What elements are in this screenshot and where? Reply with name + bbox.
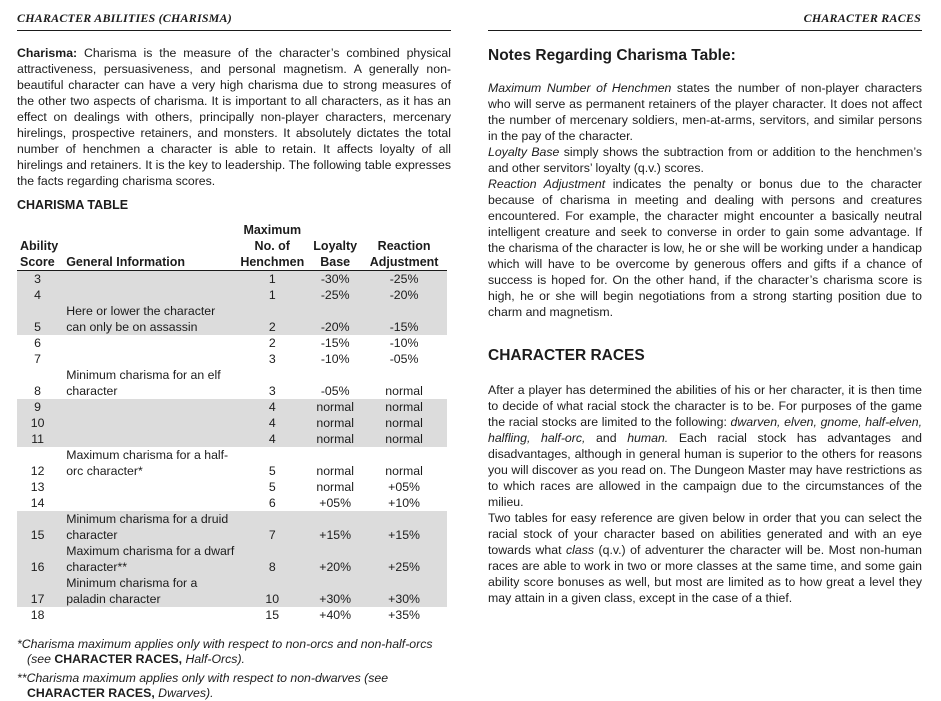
table-row: 18 15 +40% +35%: [30, 608, 420, 622]
charisma-table: [17, 222, 447, 623]
table-row: 15 Minimum charisma for a druid character 7 +15% +15%: [17, 511, 447, 543]
running-header-right: CHARACTER RACES: [803, 11, 921, 25]
races-heading: CHARACTER RACES: [488, 347, 645, 364]
footnote-one: *Charisma maximum applies only with respect to non-orcs and non-half-orcs (see CHARACTER RACES, Half-Orcs).: [17, 637, 433, 666]
table-header-row: [17, 222, 447, 271]
charisma-intro: [17, 45, 451, 189]
right-column: [488, 45, 922, 606]
table-row: 11 4 normal normal: [17, 431, 447, 447]
charisma-table-title: CHARISMA TABLE: [17, 198, 129, 212]
table-row: 5 Here or lower the character can only be on assassin 2 -20% -15%: [17, 303, 447, 335]
notes-heading: Notes Regarding Charisma Table:: [488, 47, 736, 64]
table-row: 3 1 -30% -25%: [17, 271, 447, 288]
notes-loyalty: Loyalty Base simply shows the subtraction from or addition to the henchmen’s and other servitors’ loyalty (q.v.) scores.: [488, 145, 922, 175]
col-header-info: General Information: [66, 255, 185, 269]
notes-reaction: Reaction Adjustment indicates the penalty or bonus due to the character because of charisma in meeting and dealing with persons and creatures encountered. For example, the character might encounter a basically neutral intelligent creature and seek to converse in order to gain some advantage. If the charisma of the character is low, he or she will be working under a handicap which will have to be overcome by generous offers and gifts if a chance of success is hoped for. On the other hand, if the character’s charisma score is high, he or she will begin negotiations from a strong starting position due to charm and magnetism.: [488, 177, 922, 319]
table-row: 13 5 normal +05%: [30, 480, 420, 494]
table-row: 8 Minimum charisma for an elf character 3 -05% normal: [34, 368, 423, 398]
col-header-reaction: Reaction Adjustment: [369, 239, 439, 269]
col-header-henchmen: Maximum No. of Henchmen: [240, 223, 305, 269]
races-tables-note: Two tables for easy reference are given below in order that you can select the racial stock of your character based on abilities generated and with an eye towards what class (q.v.) of adventurer the character will be. Most non-human races are able to work in two or more classes at the same time, and some gain ability score bonuses as well, but most are limited as to how great a level they may attain in a given class, except in the case of a thief.: [488, 511, 922, 605]
footnote-two: **Charisma maximum applies only with respect to non-dwarves (see CHARACTER RACES, Dwarves).: [17, 671, 389, 700]
table-row: 6 2 -15% -10%: [34, 336, 419, 350]
footnotes: [17, 637, 451, 701]
table-row: 16 Maximum charisma for a dwarf character** 8 +20% +25%: [17, 543, 447, 575]
table-row: 14 6 +05% +10%: [30, 496, 420, 510]
running-header-left: CHARACTER ABILITIES (CHARISMA): [17, 11, 232, 25]
header-rule-left: [17, 30, 451, 31]
header-rule-right: [488, 30, 922, 31]
charisma-intro-text: Charisma is the measure of the character’s combined physical attractiveness, persuasiveness, and personal magnetism. A generally non-beautiful character can have a very high charisma due to strong measures of the other two aspects of charisma. It is important to all characters, as it has an effect on dealings with others, principally non-player characters, mercenary hirelings, prospective retainers, and monsters. It absolutely dictates the total number of henchmen a character is able to retain. It affects loyalty of all hirelings and retainers. It is the key to leadership. The following table expresses the facts regarding charisma scores.: [17, 46, 452, 188]
table-row: 9 4 normal normal: [17, 399, 447, 415]
table-row: 17 Minimum charisma for a paladin character 10 +30% +30%: [17, 575, 447, 607]
races-intro: After a player has determined the abilities of his or her character, it is then time to decide of what racial stock the character is to be. For purposes of the game the racial stocks are limited to the following: dwarven, elven, gnome, half-elven, halfling, half-orc, and human. Each racial stock has advantages and disadvantages, although in general human is superior to the others for reasons you will discover as you read on. The Dungeon Master may have restrictions as to which races are allowed in the campaign due to the circumstances of the milieu.: [488, 383, 922, 509]
table-row: 4 1 -25% -20%: [17, 287, 447, 303]
left-column: [17, 45, 451, 701]
table-row: 10 4 normal normal: [17, 415, 447, 431]
table-row: 7 3 -10% -05%: [34, 352, 419, 366]
col-header-score: Ability Score: [20, 239, 59, 269]
col-header-loyalty: Loyalty Base: [313, 239, 358, 269]
charisma-term: Charisma:: [17, 46, 78, 60]
table-row: 12 Maximum charisma for a half-orc character* 5 normal normal: [30, 448, 423, 478]
notes-henchmen: Maximum Number of Henchmen states the number of non-player characters who will serve as permanent retainers of the player character. It does not affect the number of mercenary soldiers, men-at-arms, servitors, and similar persons in the pay of the character.: [488, 81, 922, 143]
